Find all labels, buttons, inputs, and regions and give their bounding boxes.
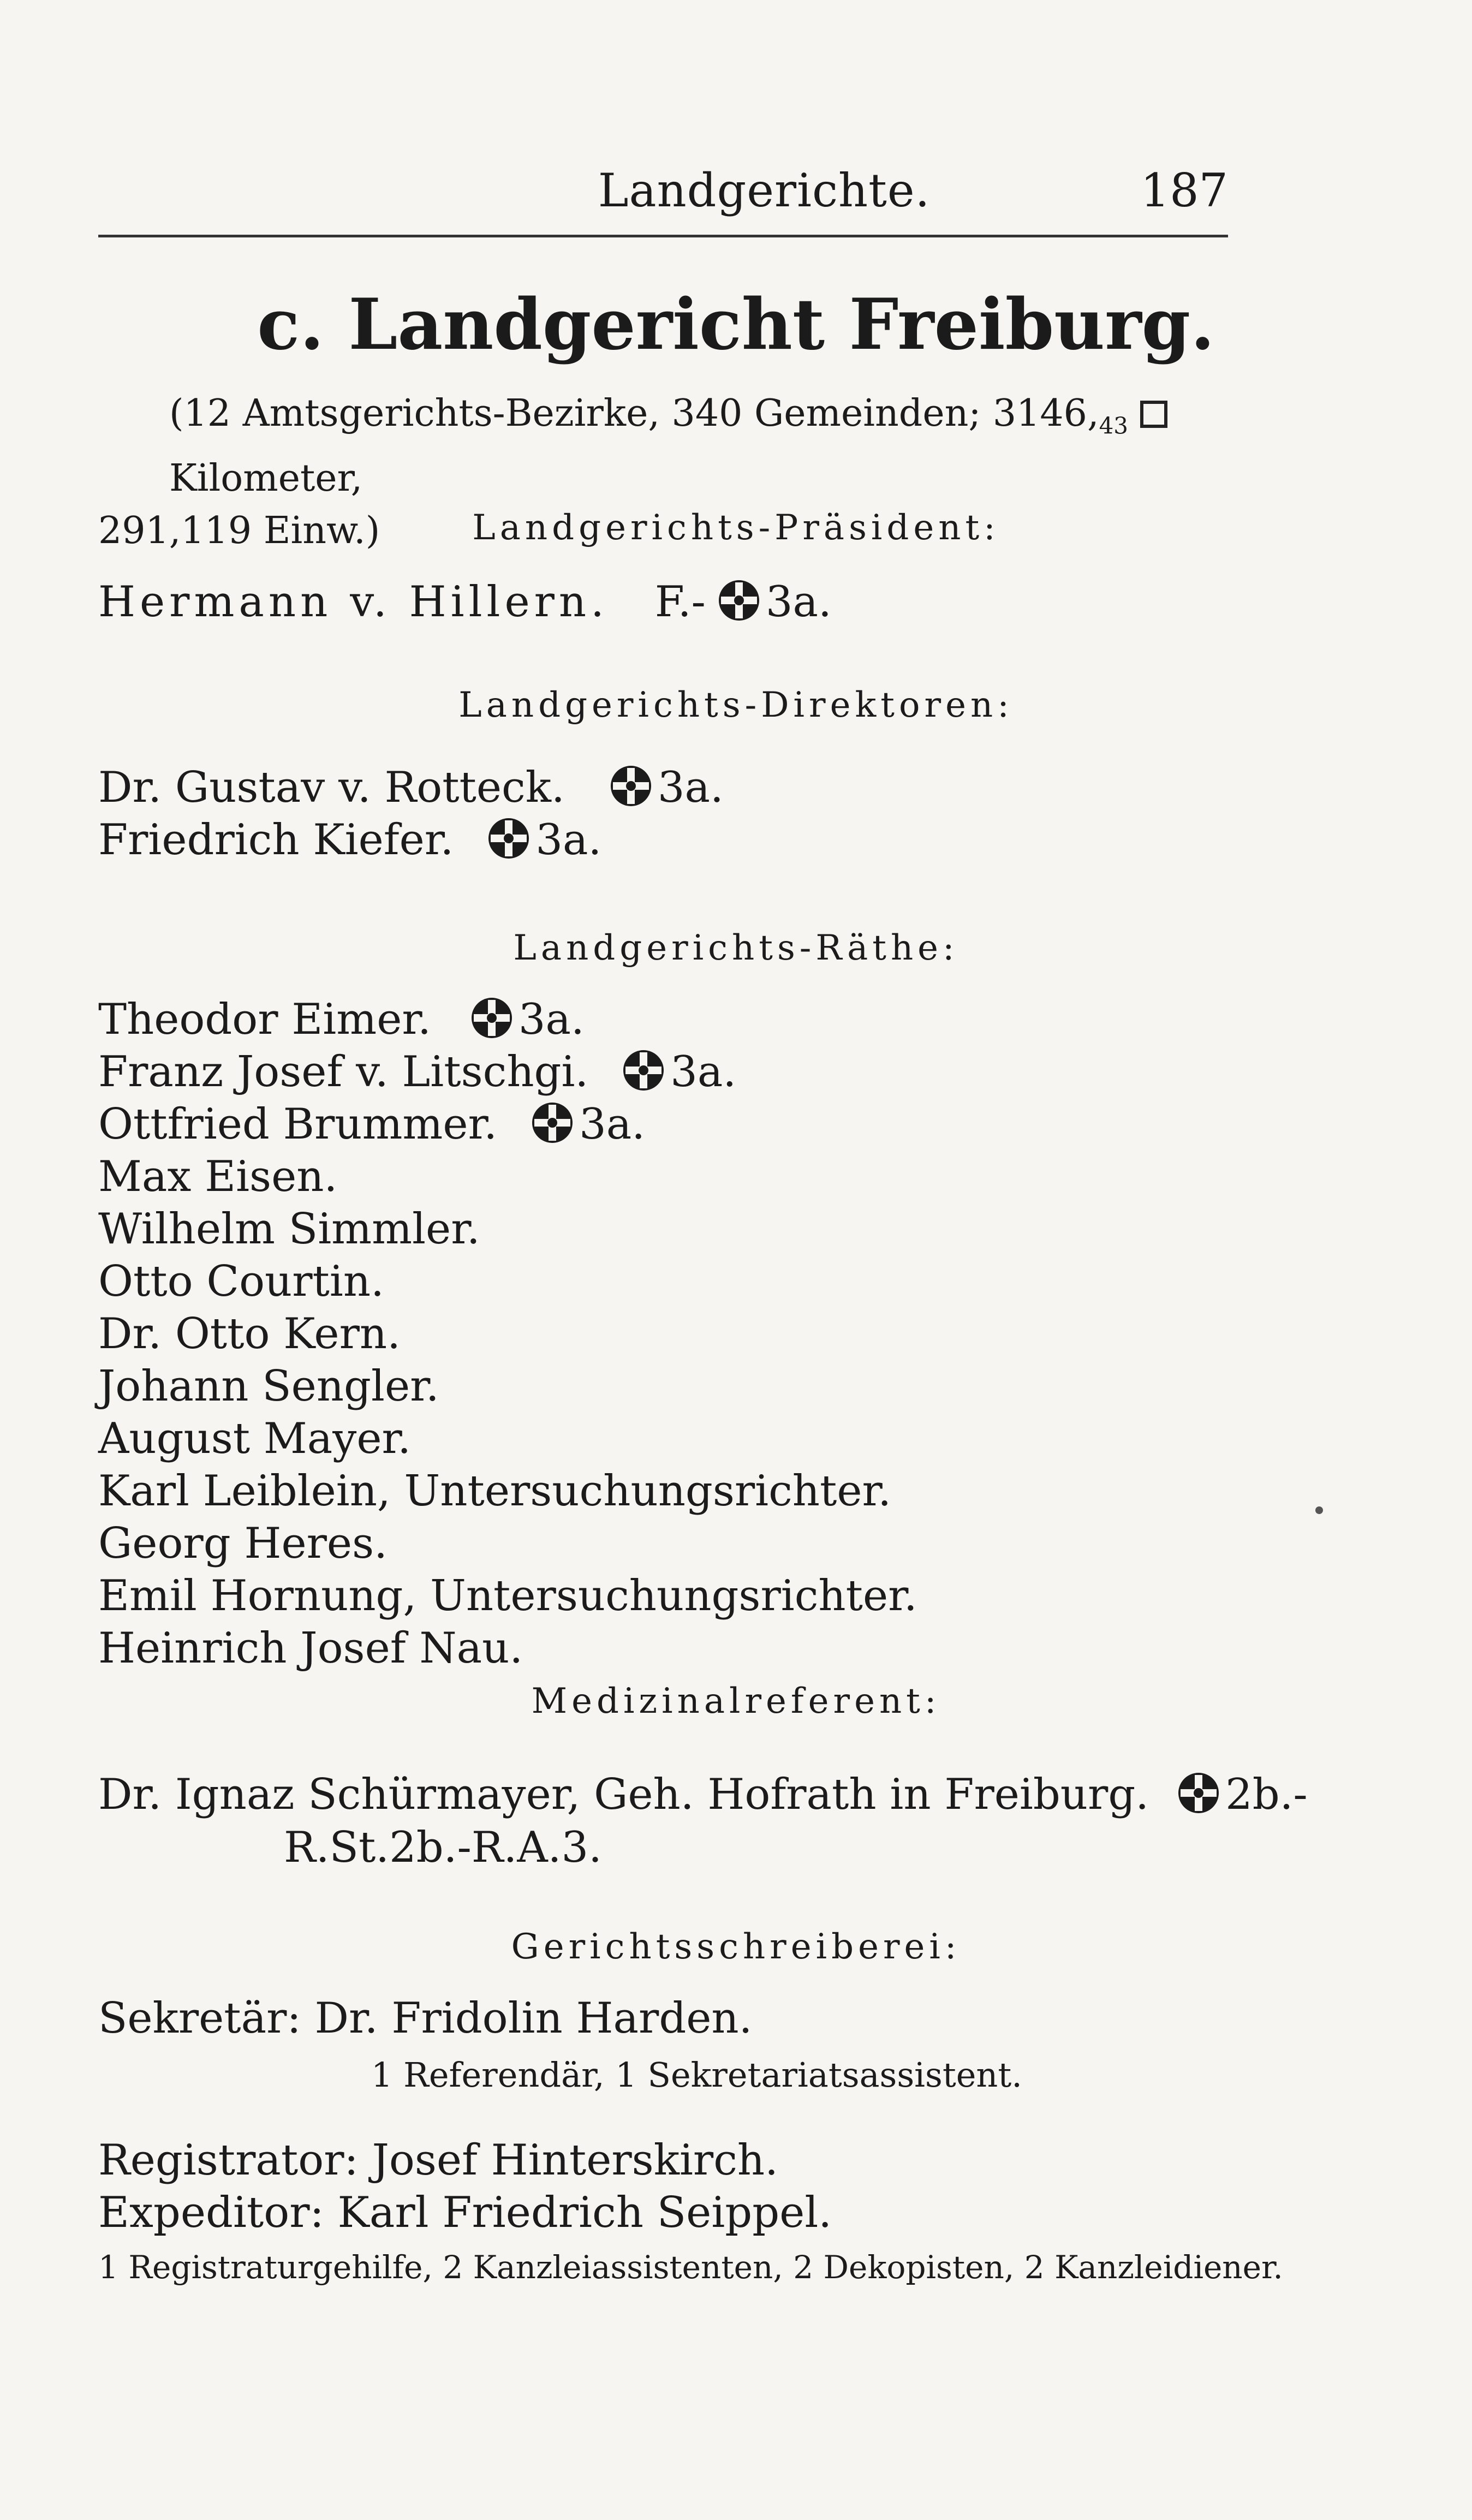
sekretaer-staff: 1 Referendär, 1 Sekretariatsassistent. [371, 2055, 1022, 2095]
expeditor-entry: Expeditor: Karl Friedrich Seippel. [98, 2188, 832, 2237]
direktor-name: Friedrich Kiefer. [98, 815, 454, 865]
running-head [98, 164, 1228, 229]
square-symbol-icon [1140, 401, 1167, 428]
rath-entry: Max Eisen. [98, 1152, 338, 1201]
raethe-list [98, 993, 917, 1675]
order-cross-icon [621, 1048, 666, 1093]
district-summary-text: (12 Amtsgerichts-Bezirke, 340 Gemeinden; 3146, [169, 392, 1099, 435]
rath-name: Theodor Eimer. [98, 995, 431, 1044]
rath-entry: Emil Hornung, Untersuchungsrichter. [98, 1571, 917, 1621]
rath-order-class: 3a. [670, 1047, 737, 1097]
rath-entry: Dr. Otto Kern. [98, 1309, 401, 1359]
rath-entry [98, 1046, 917, 1098]
direktor-order-class: 3a. [657, 763, 724, 812]
order-cross-icon [717, 578, 761, 623]
area-decimal-subscript: 43 [1099, 412, 1129, 439]
medizinalreferent-entry [98, 1768, 1308, 1821]
sekretaer-entry: Sekretär: Dr. Fridolin Harden. [98, 1994, 753, 2043]
order-cross-icon [1176, 1771, 1221, 1815]
rath-entry: Johann Sengler. [98, 1362, 439, 1411]
rath-name: Franz Josef v. Litschgi. [98, 1047, 589, 1097]
rath-entry [98, 993, 917, 1046]
medizinalreferent-order-class: 2b.- [1225, 1770, 1308, 1819]
direktoren-heading: Landgerichts-Direktoren: [458, 685, 1014, 725]
order-cross-icon [486, 816, 531, 861]
rath-entry: Karl Leiblein, Untersuchungsrichter. [98, 1467, 892, 1516]
order-cross-icon [530, 1100, 575, 1145]
direktor-entry [98, 761, 724, 814]
praesident-name: Hermann v. Hillern. [98, 577, 609, 627]
expeditor-staff: 1 Registraturgehilfe, 2 Kanzleiassistenten, 2 Dekopisten, 2 Kanzleidiener. [98, 2249, 1283, 2286]
rath-entry: Georg Heres. [98, 1519, 388, 1568]
page-number: 187 [1140, 164, 1228, 217]
area-unit-text: Kilometer, [169, 456, 363, 500]
district-summary-line2: 291,119 Einw.) [98, 509, 380, 552]
rath-entry: Otto Courtin. [98, 1257, 384, 1306]
print-speck [1315, 1506, 1323, 1514]
direktor-entry [98, 814, 601, 866]
praesident-entry [98, 576, 832, 628]
rath-order-class: 3a. [579, 1100, 645, 1149]
rath-order-class: 3a. [518, 995, 585, 1044]
gerichtsschreiberei-heading: Gerichtsschreiberei: [511, 1927, 961, 1967]
rath-entry: Wilhelm Simmler. [98, 1205, 480, 1254]
praesident-order-class: 3a. [765, 577, 832, 627]
praesident-decoration-prefix: F.- [654, 577, 706, 627]
header-rule [98, 235, 1228, 237]
praesident-heading: Landgerichts-Präsident: [472, 508, 1000, 548]
rath-entry: Heinrich Josef Nau. [98, 1624, 523, 1673]
running-title: Landgerichte. [598, 164, 931, 217]
registrator-entry: Registrator: Josef Hinterskirch. [98, 2136, 778, 2185]
rath-entry [98, 1098, 917, 1151]
medizinalreferent-decorations: R.St.2b.-R.A.3. [284, 1823, 602, 1872]
medizinalreferent-heading: Medizinalreferent: [531, 1681, 941, 1721]
order-cross-icon [609, 764, 653, 808]
section-title: c. Landgericht Freiburg. [257, 284, 1215, 366]
rath-name: Ottfried Brummer. [98, 1100, 498, 1149]
raethe-heading: Landgerichts-Räthe: [513, 928, 959, 968]
district-summary-line1 [98, 388, 1233, 505]
direktor-order-class: 3a. [535, 815, 602, 865]
direktor-name: Dr. Gustav v. Rotteck. [98, 763, 565, 812]
order-cross-icon [469, 996, 514, 1040]
rath-entry: August Mayer. [98, 1414, 412, 1463]
medizinalreferent-name: Dr. Ignaz Schürmayer, Geh. Hofrath in Freiburg. [98, 1770, 1149, 1819]
